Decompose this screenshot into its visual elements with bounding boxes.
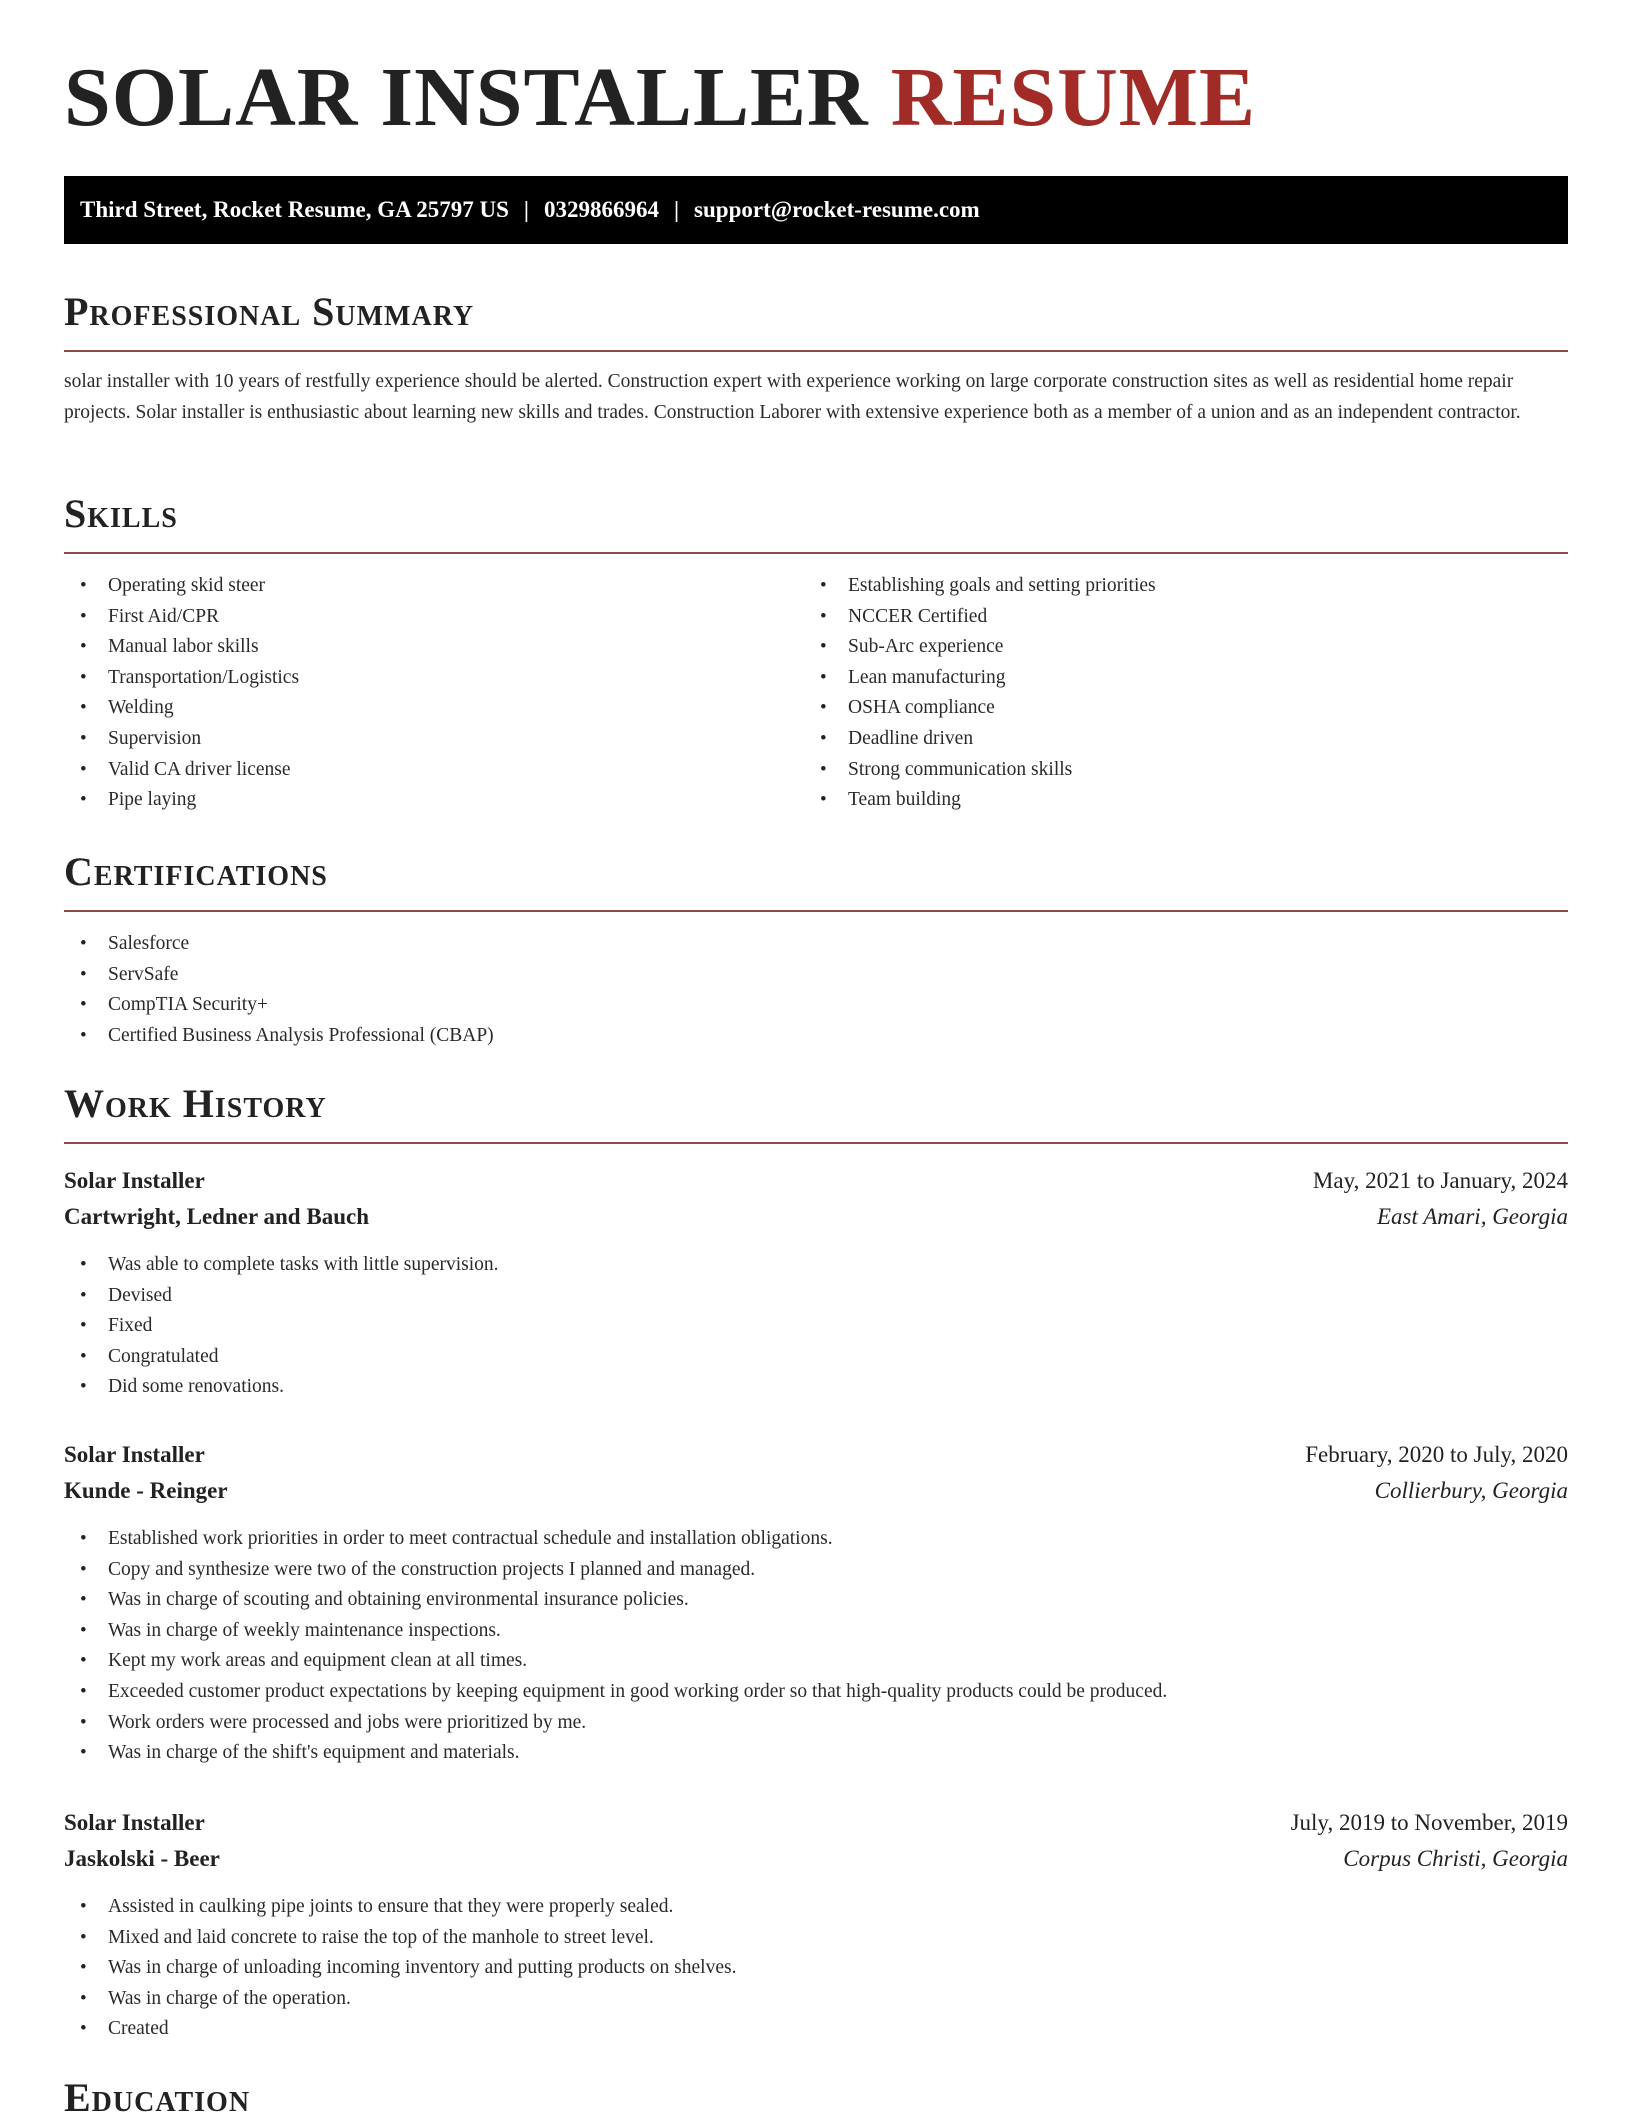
work-history-section — [64, 1081, 1568, 1126]
list-item: • CompTIA Security+ — [64, 990, 494, 1021]
list-item: • Congratulated — [64, 1342, 499, 1373]
job-title: Solar Installer — [64, 1168, 205, 1193]
contact-bar — [64, 176, 1568, 244]
skills-divider — [64, 552, 1568, 554]
list-item: • Salesforce — [64, 929, 494, 960]
list-item: • Strong communication skills — [804, 755, 1156, 786]
list-item: • Fixed — [64, 1311, 499, 1342]
list-item: • Lean manufacturing — [804, 663, 1156, 694]
list-item: • Exceeded customer product expectations by keeping equipment in good working order so that high-quality products could be produced. — [64, 1677, 1167, 1708]
list-item: • Team building — [804, 785, 1156, 816]
skills-heading: Skills — [64, 491, 178, 536]
education-heading: Education — [64, 2075, 251, 2112]
certifications-divider — [64, 910, 1568, 912]
job-title: Solar Installer — [64, 1810, 205, 1835]
list-item: • Did some renovations. — [64, 1372, 499, 1403]
skills-list-right — [804, 571, 1156, 816]
contact-separator: | — [523, 197, 529, 222]
list-item: • Pipe laying — [64, 785, 299, 816]
list-item: • First Aid/CPR — [64, 602, 299, 633]
list-item: • ServSafe — [64, 960, 494, 991]
summary-section — [64, 289, 1568, 334]
job-location: East Amari, Georgia — [1376, 1204, 1568, 1229]
list-item: • Created — [64, 2014, 736, 2045]
job-dates: February, 2020 to July, 2020 — [1305, 1442, 1568, 1467]
job-bullets — [64, 1892, 736, 2045]
list-item: • Sub-Arc experience — [804, 632, 1156, 663]
job-company: Jaskolski - Beer — [64, 1846, 220, 1871]
list-item: • Mixed and laid concrete to raise the top of the manhole to street level. — [64, 1923, 736, 1954]
list-item: • Transportation/Logistics — [64, 663, 299, 694]
list-item: • Was in charge of scouting and obtaining environmental insurance policies. — [64, 1585, 1167, 1616]
title-main: SOLAR INSTALLER — [64, 51, 869, 144]
job-dates: July, 2019 to November, 2019 — [1290, 1810, 1568, 1835]
work-history-divider — [64, 1142, 1568, 1144]
list-item: • Certified Business Analysis Professional (CBAP) — [64, 1021, 494, 1052]
list-item: • Assisted in caulking pipe joints to ensure that they were properly sealed. — [64, 1892, 736, 1923]
contact-separator: | — [673, 197, 680, 222]
skills-list-left — [64, 571, 299, 816]
list-item: • Copy and synthesize were two of the construction projects I planned and managed. — [64, 1555, 1167, 1586]
list-item: • Devised — [64, 1281, 499, 1312]
contact-address: Third Street, Rocket Resume, GA 25797 US — [80, 197, 509, 222]
list-item: • Was in charge of weekly maintenance inspections. — [64, 1616, 1167, 1647]
education-section — [64, 2075, 1568, 2112]
list-item: • Valid CA driver license — [64, 755, 299, 786]
job-title: Solar Installer — [64, 1442, 205, 1467]
list-item: • Supervision — [64, 724, 299, 755]
list-item: • OSHA compliance — [804, 693, 1156, 724]
certifications-section — [64, 849, 1568, 894]
list-item: • Was in charge of unloading incoming inventory and putting products on shelves. — [64, 1953, 736, 1984]
certifications-heading: Certifications — [64, 849, 328, 894]
list-item: • Welding — [64, 693, 299, 724]
job-bullets — [64, 1524, 1167, 1769]
list-item: • Established work priorities in order to meet contractual schedule and installation obligations. — [64, 1524, 1167, 1555]
list-item: • Work orders were processed and jobs were prioritized by me. — [64, 1708, 1167, 1739]
job-location: Corpus Christi, Georgia — [1343, 1846, 1568, 1871]
list-item: • Establishing goals and setting priorities — [804, 571, 1156, 602]
certifications-list — [64, 929, 494, 1051]
job-bullets — [64, 1250, 499, 1403]
contact-email[interactable]: support@rocket-resume.com — [694, 197, 980, 222]
list-item: • Was in charge of the shift's equipment and materials. — [64, 1738, 1167, 1769]
job-location: Collierbury, Georgia — [1374, 1478, 1568, 1503]
contact-phone: 0329866964 — [543, 197, 659, 222]
title-accent: RESUME — [890, 51, 1257, 144]
list-item: • Kept my work areas and equipment clean at all times. — [64, 1646, 1167, 1677]
list-item: • Was able to complete tasks with little supervision. — [64, 1250, 499, 1281]
job-company: Cartwright, Ledner and Bauch — [64, 1204, 369, 1229]
list-item: • NCCER Certified — [804, 602, 1156, 633]
list-item: • Deadline driven — [804, 724, 1156, 755]
summary-text: solar installer with 10 years of restfully experience should be alerted. Construction expert with experience working on large corporate construction sites as well as residential home repair projects. Solar installer is enthusiastic about learning new skills and trades. Construction Laborer with extensive experience both as a member of a union and as an independent contractor. — [64, 371, 1521, 423]
job-company: Kunde - Reinger — [64, 1478, 228, 1503]
work-history-heading: Work History — [64, 1081, 327, 1126]
skills-section — [64, 491, 1568, 536]
summary-divider — [64, 350, 1568, 352]
list-item: • Manual labor skills — [64, 632, 299, 663]
list-item: • Operating skid steer — [64, 571, 299, 602]
summary-heading: Professional Summary — [64, 289, 475, 334]
list-item: • Was in charge of the operation. — [64, 1984, 736, 2015]
job-dates: May, 2021 to January, 2024 — [1312, 1168, 1568, 1193]
resume-title — [64, 51, 1257, 144]
